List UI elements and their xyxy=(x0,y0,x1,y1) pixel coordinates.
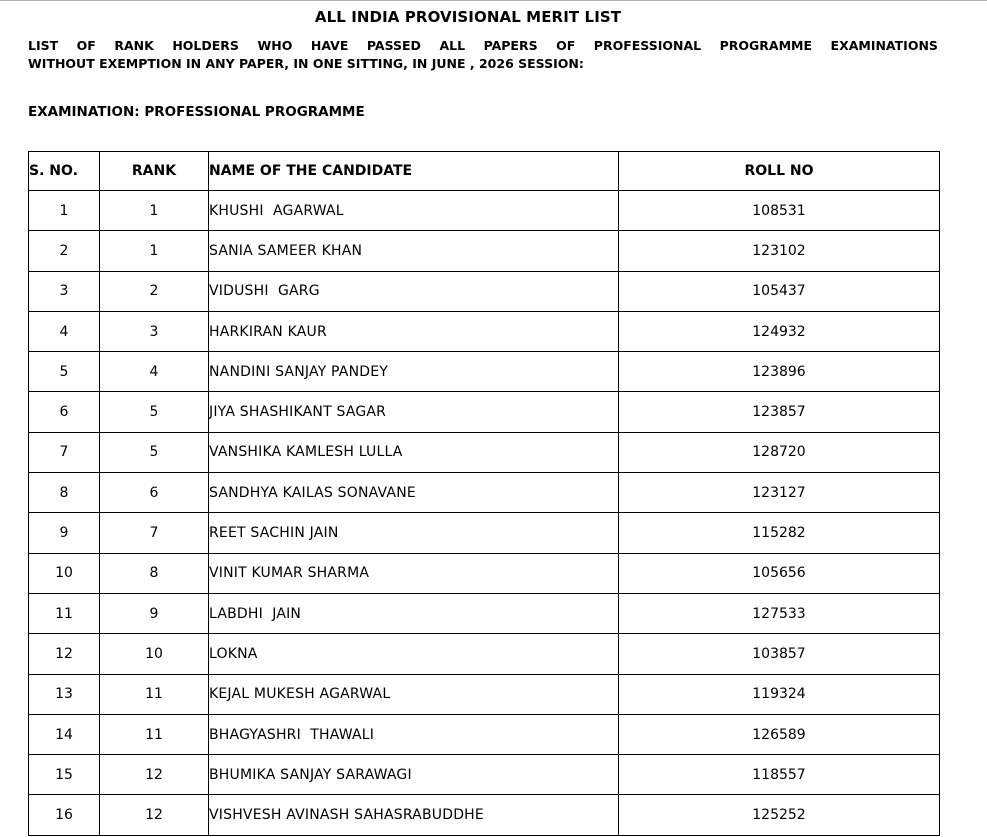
intro-word: PASSED xyxy=(366,38,421,53)
cell-rank: 5 xyxy=(100,392,209,432)
cell-roll-no: 118557 xyxy=(619,755,940,795)
table-row xyxy=(29,513,940,553)
table-row xyxy=(29,392,940,432)
cell-roll-no: 126589 xyxy=(619,714,940,754)
cell-sno: 12 xyxy=(29,634,100,674)
intro-word: OF xyxy=(76,38,96,53)
intro-word: HAVE xyxy=(310,38,349,53)
cell-name: NANDINI SANJAY PANDEY xyxy=(209,352,619,392)
cell-name: VIDUSHI GARG xyxy=(209,271,619,311)
table-row xyxy=(29,311,940,351)
cell-sno: 1 xyxy=(29,191,100,231)
cell-rank: 1 xyxy=(100,231,209,271)
cell-roll-no: 105656 xyxy=(619,553,940,593)
cell-sno: 6 xyxy=(29,392,100,432)
cell-roll-no: 123127 xyxy=(619,473,940,513)
cell-roll-no: 103857 xyxy=(619,634,940,674)
cell-roll-no: 123896 xyxy=(619,352,940,392)
cell-sno: 16 xyxy=(29,795,100,835)
intro-line-1 xyxy=(28,37,938,55)
intro-word: RANK xyxy=(114,38,154,53)
cell-roll-no: 115282 xyxy=(619,513,940,553)
header-sno: S. NO. xyxy=(29,152,100,191)
cell-rank: 7 xyxy=(100,513,209,553)
cell-name: LABDHI JAIN xyxy=(209,593,619,633)
cell-name: BHUMIKA SANJAY SARAWAGI xyxy=(209,755,619,795)
table-row xyxy=(29,191,940,231)
cell-roll-no: 105437 xyxy=(619,271,940,311)
intro-word: EXAMINATIONS xyxy=(830,38,938,53)
header-roll-no: ROLL NO xyxy=(619,152,940,191)
cell-sno: 10 xyxy=(29,553,100,593)
cell-name: KHUSHI AGARWAL xyxy=(209,191,619,231)
intro-word: ALL xyxy=(439,38,466,53)
cell-sno: 5 xyxy=(29,352,100,392)
cell-name: REET SACHIN JAIN xyxy=(209,513,619,553)
cell-sno: 4 xyxy=(29,311,100,351)
table-row xyxy=(29,674,940,714)
cell-roll-no: 119324 xyxy=(619,674,940,714)
cell-name: KEJAL MUKESH AGARWAL xyxy=(209,674,619,714)
cell-roll-no: 123857 xyxy=(619,392,940,432)
intro-paragraph xyxy=(28,37,938,73)
table-row xyxy=(29,473,940,513)
cell-name: VINIT KUMAR SHARMA xyxy=(209,553,619,593)
table-row xyxy=(29,634,940,674)
intro-word: LIST xyxy=(28,38,59,53)
cell-name: JIYA SHASHIKANT SAGAR xyxy=(209,392,619,432)
cell-roll-no: 123102 xyxy=(619,231,940,271)
cell-sno: 14 xyxy=(29,714,100,754)
cell-rank: 10 xyxy=(100,634,209,674)
intro-word: PROGRAMME xyxy=(719,38,813,53)
document-title: ALL INDIA PROVISIONAL MERIT LIST xyxy=(314,8,622,26)
cell-rank: 9 xyxy=(100,593,209,633)
cell-rank: 2 xyxy=(100,271,209,311)
cell-rank: 3 xyxy=(100,311,209,351)
table-row xyxy=(29,755,940,795)
cell-name: HARKIRAN KAUR xyxy=(209,311,619,351)
cell-roll-no: 127533 xyxy=(619,593,940,633)
table-row xyxy=(29,231,940,271)
top-divider xyxy=(0,0,987,1)
cell-sno: 9 xyxy=(29,513,100,553)
cell-name: BHAGYASHRI THAWALI xyxy=(209,714,619,754)
cell-rank: 1 xyxy=(100,191,209,231)
table-row xyxy=(29,352,940,392)
examination-heading: EXAMINATION: PROFESSIONAL PROGRAMME xyxy=(28,104,365,120)
table-header-row xyxy=(29,152,940,191)
cell-rank: 8 xyxy=(100,553,209,593)
intro-word: PAPERS xyxy=(483,38,538,53)
cell-sno: 15 xyxy=(29,755,100,795)
cell-name: SANIA SAMEER KHAN xyxy=(209,231,619,271)
cell-roll-no: 128720 xyxy=(619,432,940,472)
cell-sno: 2 xyxy=(29,231,100,271)
header-rank: RANK xyxy=(100,152,209,191)
cell-sno: 13 xyxy=(29,674,100,714)
cell-name: VISHVESH AVINASH SAHASRABUDDHE xyxy=(209,795,619,835)
cell-name: VANSHIKA KAMLESH LULLA xyxy=(209,432,619,472)
intro-word: WHO xyxy=(257,38,293,53)
intro-word: PROFESSIONAL xyxy=(593,38,702,53)
cell-sno: 8 xyxy=(29,473,100,513)
cell-rank: 11 xyxy=(100,674,209,714)
cell-rank: 5 xyxy=(100,432,209,472)
cell-rank: 6 xyxy=(100,473,209,513)
table-row xyxy=(29,432,940,472)
header-name: NAME OF THE CANDIDATE xyxy=(209,152,619,191)
cell-rank: 12 xyxy=(100,795,209,835)
table-row xyxy=(29,795,940,835)
cell-roll-no: 125252 xyxy=(619,795,940,835)
table-row xyxy=(29,271,940,311)
intro-word: HOLDERS xyxy=(172,38,239,53)
cell-sno: 7 xyxy=(29,432,100,472)
cell-name: LOKNA xyxy=(209,634,619,674)
cell-rank: 4 xyxy=(100,352,209,392)
cell-sno: 11 xyxy=(29,593,100,633)
merit-table xyxy=(28,151,940,836)
cell-rank: 11 xyxy=(100,714,209,754)
cell-roll-no: 108531 xyxy=(619,191,940,231)
cell-name: SANDHYA KAILAS SONAVANE xyxy=(209,473,619,513)
table-row xyxy=(29,553,940,593)
intro-word: OF xyxy=(556,38,576,53)
table-row xyxy=(29,593,940,633)
cell-sno: 3 xyxy=(29,271,100,311)
cell-roll-no: 124932 xyxy=(619,311,940,351)
intro-line-2: WITHOUT EXEMPTION IN ANY PAPER, IN ONE SITTING, IN JUNE , 2026 SESSION: xyxy=(28,56,584,71)
table-row xyxy=(29,714,940,754)
cell-rank: 12 xyxy=(100,755,209,795)
